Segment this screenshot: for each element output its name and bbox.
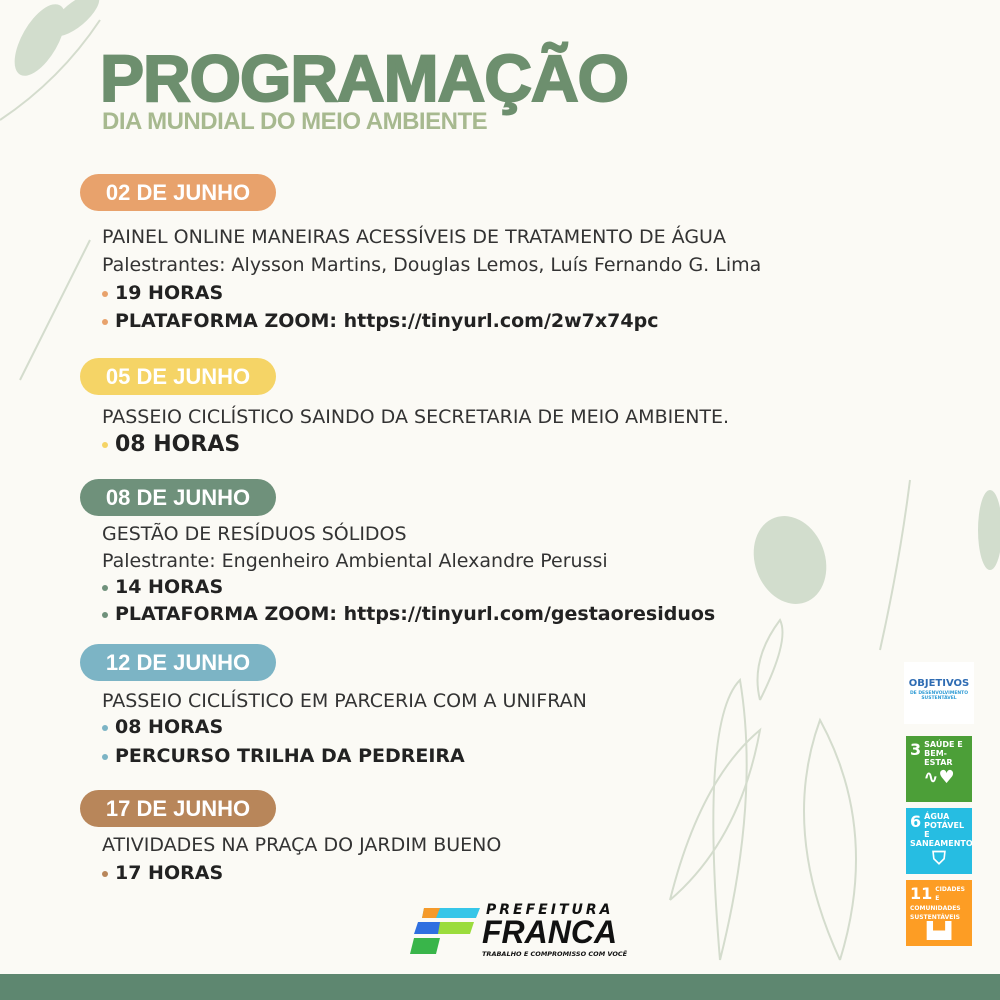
bullet-dot-icon	[102, 319, 108, 325]
event-title: PASSEIO CICLÍSTICO SAINDO DA SECRETARIA DE MEIO AMBIENTE.	[102, 406, 730, 428]
sdg-label: ÁGUA POTÁVEL E SANEAMENTO	[910, 812, 973, 848]
logo-line2: FRANCA	[482, 914, 618, 950]
sdg-header-title: OBJETIVOS	[908, 678, 970, 689]
event-bullet[interactable]	[102, 310, 658, 332]
event-speakers: Palestrante: Engenheiro Ambiental Alexandre Perussi	[102, 550, 608, 572]
date-pill: 05 DE JUNHO	[80, 358, 276, 395]
sdg-label: SAÚDE E BEM-ESTAR	[924, 740, 963, 767]
bullet-text: PERCURSO TRILHA DA PEDREIRA	[115, 745, 465, 767]
bullet-text: 19 HORAS	[115, 282, 224, 304]
bullet-dot-icon	[102, 754, 108, 760]
sdg-tile-11	[906, 880, 972, 946]
event-bullet	[102, 432, 240, 457]
logo-mark-icon	[410, 902, 482, 960]
event-title: GESTÃO DE RESÍDUOS SÓLIDOS	[102, 523, 407, 545]
event-bullet[interactable]	[102, 603, 715, 625]
event-bullet	[102, 862, 223, 884]
sdg-tile-3	[906, 736, 972, 802]
footer-bar	[0, 974, 1000, 1000]
sdg-header-subtitle: DE DESENVOLVIMENTO SUSTENTÁVEL	[909, 691, 969, 701]
sdg-tile-6	[906, 808, 972, 874]
sdg-header	[904, 662, 974, 724]
date-pill: 17 DE JUNHO	[80, 790, 276, 827]
event-bullet	[102, 282, 223, 304]
sdg-number: 3	[910, 740, 922, 759]
logo-tagline: TRABALHO E COMPROMISSO COM VOCÊ	[482, 950, 628, 958]
bullet-dot-icon	[102, 871, 108, 877]
event-title: ATIVIDADES NA PRAÇA DO JARDIM BUENO	[102, 834, 502, 856]
event-bullet	[102, 716, 223, 738]
sdg-number: 11	[910, 884, 933, 903]
bullet-dot-icon	[102, 291, 108, 297]
date-pill: 02 DE JUNHO	[80, 174, 276, 211]
event-title: PASSEIO CICLÍSTICO EM PARCERIA COM A UNIFRAN	[102, 690, 587, 712]
date-pill: 08 DE JUNHO	[80, 479, 276, 516]
bullet-dot-icon	[102, 612, 108, 618]
zoom-link[interactable]: PLATAFORMA ZOOM: https://tinyurl.com/gestaoresiduos	[115, 603, 716, 625]
bullet-text: 08 HORAS	[115, 432, 241, 457]
bullet-dot-icon	[102, 442, 108, 448]
page-subtitle: DIA MUNDIAL DO MEIO AMBIENTE	[102, 108, 488, 135]
sdg-number: 6	[910, 812, 922, 831]
water-icon: ⛉	[932, 848, 946, 869]
bullet-text: 08 HORAS	[115, 716, 224, 738]
zoom-link[interactable]: PLATAFORMA ZOOM: https://tinyurl.com/2w7x74pc	[115, 310, 659, 332]
page-title: PROGRAMAÇÃO	[100, 41, 628, 115]
date-pill: 12 DE JUNHO	[80, 644, 276, 681]
heartbeat-icon: ∿♥	[923, 767, 955, 788]
event-bullet	[102, 576, 223, 598]
logo-line1: PREFEITURA	[486, 902, 614, 918]
city-icon: ▙▟	[926, 921, 952, 940]
bullet-text: 17 HORAS	[115, 862, 224, 884]
bullet-text: 14 HORAS	[115, 576, 224, 598]
event-title: PAINEL ONLINE MANEIRAS ACESSÍVEIS DE TRATAMENTO DE ÁGUA	[102, 226, 726, 248]
event-bullet	[102, 745, 465, 767]
sdg-label: CIDADES E COMUNIDADES SUSTENTÁVEIS	[910, 886, 965, 921]
bullet-dot-icon	[102, 585, 108, 591]
bullet-dot-icon	[102, 725, 108, 731]
prefeitura-franca-logo	[410, 898, 630, 962]
event-speakers: Palestrantes: Alysson Martins, Douglas Lemos, Luís Fernando G. Lima	[102, 254, 762, 276]
